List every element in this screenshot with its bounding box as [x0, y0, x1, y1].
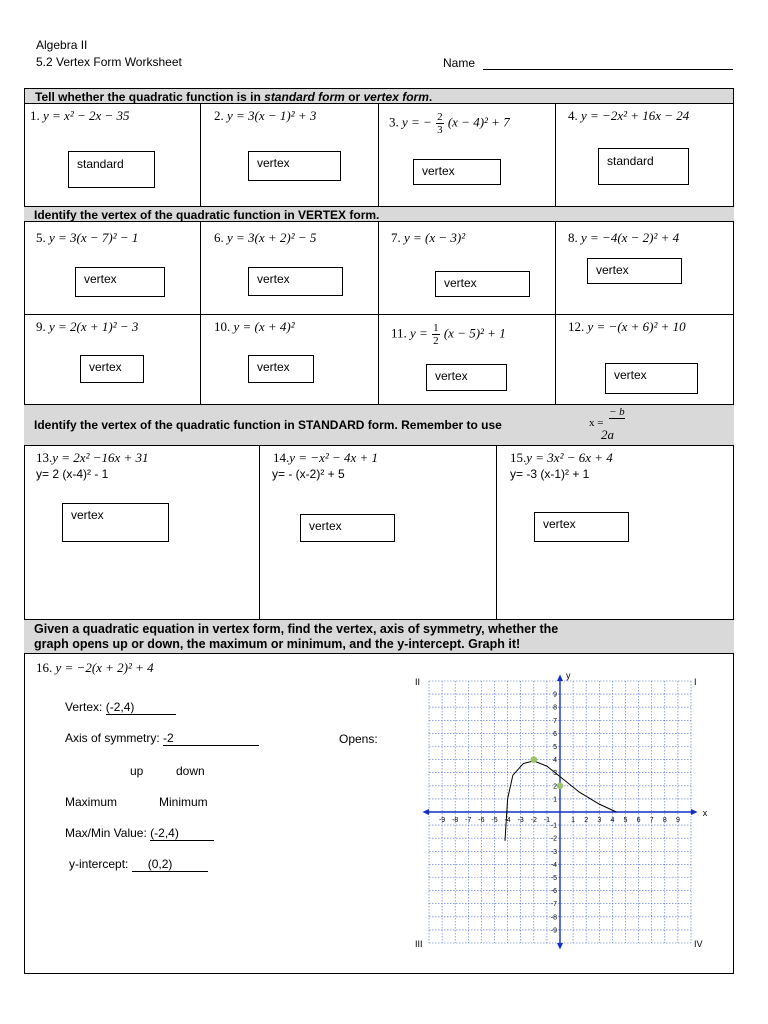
row-divider [24, 314, 734, 315]
problem-5: 5. y = 3(x − 7)² − 1 [36, 230, 139, 245]
worksheet-title: 5.2 Vertex Form Worksheet [36, 55, 182, 69]
answer-13[interactable]: vertex [62, 503, 169, 542]
problem-15: 15.y = 3x² − 6x + 4 [510, 450, 613, 465]
problem-10: 10. y = (x + 4)² [214, 319, 295, 334]
y-tick-label: 7 [553, 717, 557, 725]
x-axis-label: x [702, 808, 708, 818]
y-tick-label: 4 [553, 757, 557, 765]
yint-answer[interactable]: (0,2) [132, 857, 208, 872]
problem-12: 12. y = −(x + 6)² + 10 [568, 319, 686, 334]
x-tick-label: 9 [675, 817, 680, 824]
x-tick-label: 6 [636, 817, 641, 824]
work-14: y= - (x-2)² + 5 [272, 467, 345, 481]
opens-label: Opens: [339, 732, 378, 746]
axis-answer[interactable]: -2 [163, 731, 259, 746]
quadrant-label: II [415, 677, 421, 687]
y-axis-label: y [566, 670, 571, 681]
x-tick-label: -4 [504, 817, 511, 824]
option-up[interactable]: up [130, 764, 144, 778]
y-tick-label: -2 [550, 835, 557, 843]
section3-header: Identify the vertex of the quadratic function in STANDARD form. Remember to use x = − b 2a [24, 404, 734, 446]
vertex-answer[interactable]: (-2,4) [106, 700, 176, 715]
x-tick-label: 5 [623, 817, 628, 824]
answer-1[interactable]: standard [68, 151, 155, 188]
y-axis-arrow [557, 674, 563, 681]
work-13: y= 2 (x-4)² - 1 [36, 467, 109, 481]
problem-4: 4. y = −2x² + 16x − 24 [568, 108, 690, 123]
answer-11[interactable]: vertex [426, 364, 507, 391]
quadrant-label: III [415, 939, 423, 949]
col-divider [259, 446, 260, 619]
answer-4[interactable]: standard [598, 148, 689, 185]
y-tick-label: 5 [553, 744, 557, 751]
answer-15[interactable]: vertex [534, 512, 629, 542]
answer-2[interactable]: vertex [248, 151, 341, 181]
axis-row: Axis of symmetry: -2 [65, 731, 259, 746]
answer-10[interactable]: vertex [248, 355, 314, 383]
section4-header: Given a quadratic equation in vertex form, find the vertex, axis of symmetry, whether the graph opens up or down, the maximum or minimum, and the y-intercept. Graph it! [24, 619, 734, 654]
x-tick-label: -6 [478, 817, 485, 824]
x-tick-label: 7 [649, 817, 654, 824]
formula-numerator: − b [609, 406, 625, 418]
answer-9[interactable]: vertex [80, 355, 144, 383]
col-divider [200, 222, 201, 404]
quadrant-label: I [694, 677, 697, 687]
y-tick-label: -9 [550, 927, 557, 935]
problem-3: 3. y = − $\frac{2}{3}$ (x − 4)² + 7 [389, 111, 510, 136]
answer-8[interactable]: vertex [587, 258, 682, 284]
col-divider [378, 222, 379, 404]
vertex-row: Vertex: (-2,4) [65, 700, 176, 715]
x-tick-label: -1 [543, 817, 551, 824]
x-tick-label: -9 [438, 817, 446, 824]
col-divider [378, 104, 379, 206]
y-tick-label: -5 [550, 875, 557, 882]
y-tick-label: -6 [550, 888, 557, 896]
name-label: Name [443, 56, 476, 70]
y-tick-label: 8 [553, 704, 557, 712]
x-tick-label: 2 [584, 817, 589, 824]
x-tick-label: -8 [452, 817, 459, 824]
yint-row: y-intercept: (0,2) [69, 857, 208, 872]
col-divider [200, 104, 201, 206]
problem-9: 9. y = 2(x + 1)² − 3 [36, 319, 139, 334]
problem-1: 1. y = x² − 2x − 35 [30, 108, 130, 123]
maxmin-row: Max/Min Value: (-2,4) [65, 826, 214, 841]
x-tick-label: -7 [465, 817, 472, 824]
option-down[interactable]: down [176, 764, 205, 778]
x-tick-label: 1 [571, 817, 576, 824]
work-15: y= -3 (x-1)² + 1 [510, 467, 590, 481]
y-tick-label: -8 [550, 914, 557, 922]
problem-2: 2. y = 3(x − 1)² + 3 [214, 108, 317, 123]
option-minimum[interactable]: Minimum [159, 795, 208, 809]
y-tick-label: -3 [550, 848, 557, 856]
x-tick-label: -2 [530, 817, 537, 824]
x-axis-arrow [422, 809, 429, 815]
answer-5[interactable]: vertex [75, 267, 165, 297]
x-tick-label: -5 [491, 817, 498, 824]
y-tick-label: 6 [553, 730, 557, 738]
answer-7[interactable]: vertex [435, 271, 530, 297]
section1-header: Tell whether the quadratic function is in standard form or vertex form. [24, 88, 734, 104]
x-tick-label: 3 [597, 817, 602, 824]
maxmin-answer[interactable]: (-2,4) [150, 826, 214, 841]
section2-header: Identify the vertex of the quadratic function in VERTEX form. [24, 206, 734, 222]
answer-6[interactable]: vertex [248, 267, 343, 296]
x-tick-label: 4 [610, 817, 615, 824]
y-tick-label: 2 [553, 783, 557, 791]
coordinate-graph[interactable] [415, 670, 710, 950]
col-divider [496, 446, 497, 619]
y-axis-arrow [557, 943, 563, 950]
problem-11: 11. y = $\frac{1}{2}$ (x − 5)² + 1 [391, 322, 506, 347]
plotted-point [557, 783, 564, 790]
problem-16: 16. y = −2(x + 2)² + 4 [36, 660, 154, 675]
formula-denominator: 2a [601, 427, 614, 442]
course-title: Algebra II [36, 38, 88, 52]
problem-6: 6. y = 3(x + 2)² − 5 [214, 230, 317, 245]
problem-14: 14.y = −x² − 4x + 1 [273, 450, 379, 465]
y-tick-label: -4 [550, 861, 557, 869]
quadrant-label: IV [694, 939, 703, 949]
col-divider [555, 222, 556, 404]
y-tick-label: 9 [553, 691, 557, 699]
y-tick-label: -7 [550, 901, 557, 909]
answer-14[interactable]: vertex [300, 514, 395, 542]
y-tick-label: 3 [553, 770, 557, 778]
x-tick-label: 8 [662, 817, 667, 824]
problem-7: 7. y = (x − 3)² [391, 230, 466, 245]
y-tick-label: -1 [550, 822, 557, 830]
x-axis-arrow [691, 809, 698, 815]
problem-8: 8. y = −4(x − 2)² + 4 [568, 230, 680, 245]
answer-3[interactable]: vertex [413, 159, 501, 185]
y-tick-label: 1 [553, 796, 557, 804]
name-field[interactable] [483, 69, 733, 70]
answer-12[interactable]: vertex [605, 363, 698, 394]
plotted-point [531, 756, 538, 763]
problem-13: 13.y = 2x² −16x + 31 [36, 450, 149, 465]
formula-lhs: x = [589, 417, 604, 429]
x-tick-label: -3 [517, 817, 524, 824]
col-divider [555, 104, 556, 206]
option-maximum[interactable]: Maximum [65, 795, 118, 809]
